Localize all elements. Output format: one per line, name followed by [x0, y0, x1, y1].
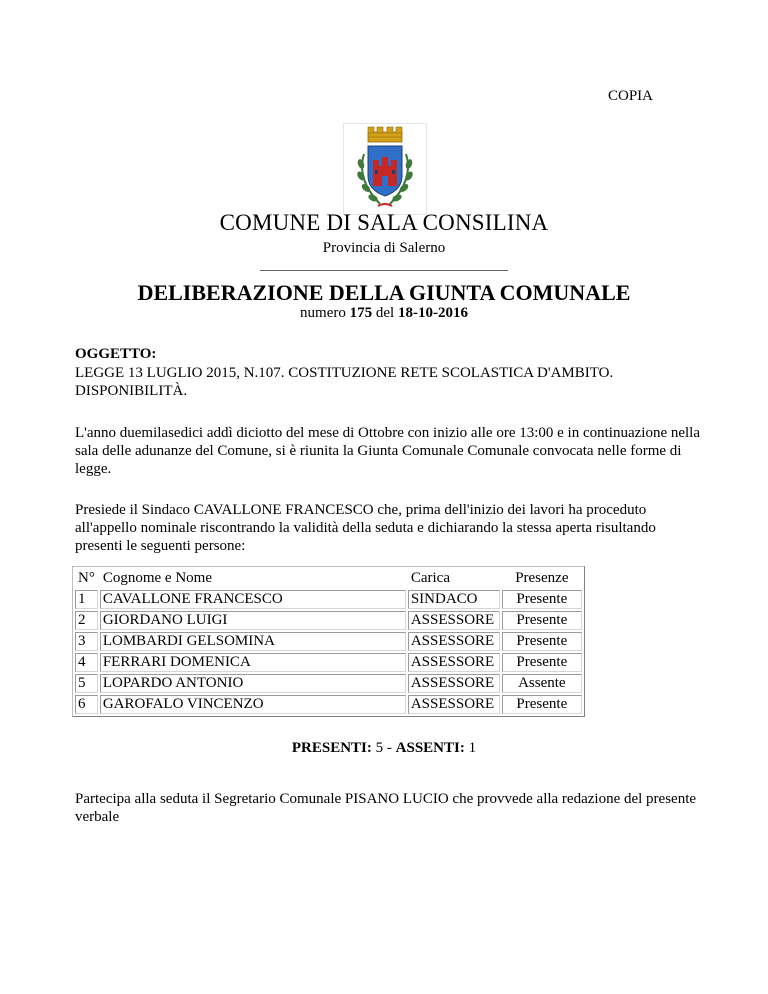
header-cell: N° [78, 570, 95, 586]
row-name: GAROFALO VINCENZO [100, 695, 406, 714]
comune-name: COMUNE DI SALA CONSILINA [219, 210, 549, 235]
row-carica: ASSESSORE [408, 611, 500, 630]
numero-del: del [375, 305, 395, 321]
numero-date: 18-10-2016 [397, 305, 468, 321]
oggetto-label: OGGETTO: [75, 346, 157, 362]
row-name: CAVALLONE FRANCESCO [100, 590, 406, 609]
crest-icon [344, 124, 426, 214]
copia-label: COPIA [608, 88, 654, 104]
row-carica: ASSESSORE [408, 695, 500, 714]
provincia-label: Provincia di Salerno [322, 240, 446, 256]
row-name: LOMBARDI GELSOMINA [100, 632, 406, 651]
row-number: 3 [75, 632, 98, 651]
row-number: 2 [75, 611, 98, 630]
row-number: 1 [75, 590, 98, 609]
attendance-totals [0, 740, 768, 757]
header-cell: Carica [410, 570, 450, 586]
table-row [75, 674, 582, 693]
row-presenza: Presente [502, 653, 582, 672]
row-number: 6 [75, 695, 98, 714]
table-row [75, 632, 582, 651]
delibera-number [0, 305, 768, 322]
row-number: 4 [75, 653, 98, 672]
row-carica: ASSESSORE [408, 632, 500, 651]
presenti-count: 5 [375, 740, 384, 756]
intro-paragraph: L'anno duemilasedici addì diciotto del mese di Ottobre con inizio alle ore 13:00 e in continuazione nella sala delle adunanze del Comune, si è riunita la Giunta Comunale Comunale convocata nelle forme di legge. [75, 425, 701, 477]
attendance-table [72, 566, 585, 717]
segretario-paragraph: Partecipa alla seduta il Segretario Comunale PISANO LUCIO che provvede alla redazione del presente verbale [75, 791, 697, 825]
presiede-paragraph: Presiede il Sindaco CAVALLONE FRANCESCO che, prima dell'inizio dei lavori ha proceduto all'appello nominale riscontrando la validità della seduta e dichiarando la stessa aperta risultando presenti le seguenti persone: [75, 502, 656, 554]
totals-separator: - [386, 740, 392, 756]
row-presenza: Presente [502, 632, 582, 651]
row-carica: SINDACO [408, 590, 500, 609]
numero-value: 175 [349, 305, 373, 321]
header-divider [260, 270, 508, 271]
assenti-count: 1 [468, 740, 477, 756]
numero-prefix: numero [300, 305, 346, 321]
row-presenza: Assente [502, 674, 582, 693]
row-number: 5 [75, 674, 98, 693]
table-row [75, 590, 582, 609]
document-title: DELIBERAZIONE DELLA GIUNTA COMUNALE [137, 280, 631, 305]
assenti-label: ASSENTI: [395, 740, 465, 756]
municipal-crest [343, 123, 427, 215]
row-carica: ASSESSORE [408, 674, 500, 693]
row-carica: ASSESSORE [408, 653, 500, 672]
oggetto-text: LEGGE 13 LUGLIO 2015, N.107. COSTITUZIONE RETE SCOLASTICA D'AMBITO. DISPONIBILITÀ. [75, 365, 614, 399]
table-row [75, 695, 582, 714]
table-row [75, 653, 582, 672]
presenti-label: PRESENTI: [291, 740, 372, 756]
row-presenza: Presente [502, 590, 582, 609]
row-name: LOPARDO ANTONIO [100, 674, 406, 693]
header-cell: Cognome e Nome [102, 570, 212, 586]
row-presenza: Presente [502, 695, 582, 714]
row-name: GIORDANO LUIGI [100, 611, 406, 630]
row-presenza: Presente [502, 611, 582, 630]
table-row [75, 611, 582, 630]
row-name: FERRARI DOMENICA [100, 653, 406, 672]
header-cell: Presenze [515, 570, 569, 586]
table-header-row [75, 569, 582, 588]
